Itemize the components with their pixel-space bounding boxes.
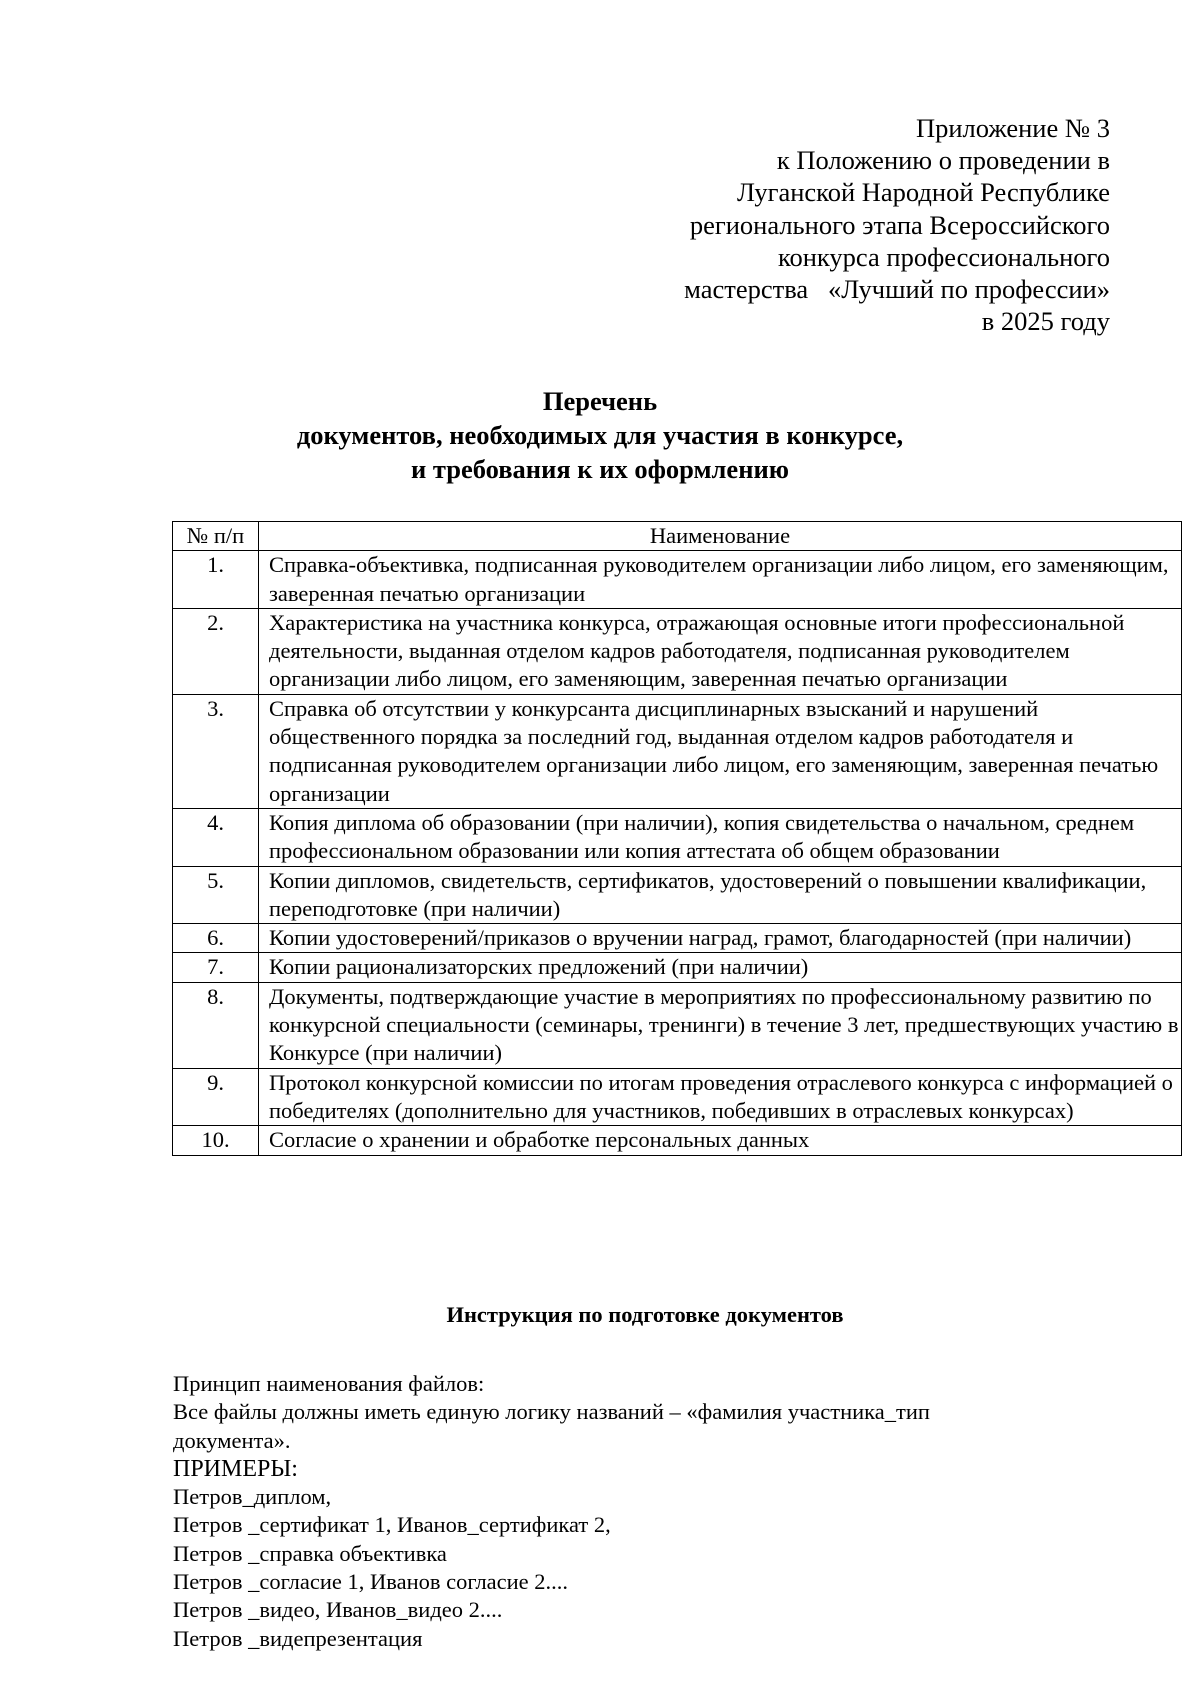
row-text: Копия диплома об образовании (при наличии), копия свидетельства о начальном, среднем профессиональном образовании или копия аттестата об общем образовании: [259, 808, 1182, 866]
row-text: Согласие о хранении и обработке персональных данных: [259, 1126, 1182, 1155]
row-number: 8.: [173, 982, 259, 1068]
row-text: Копии дипломов, свидетельств, сертификатов, удостоверений о повышении квалификации, переподготовке (при наличии): [259, 866, 1182, 924]
header-number: № п/п: [173, 522, 259, 551]
examples-label: ПРИМЕРЫ:: [173, 1455, 298, 1482]
example-item: Петров _сертификат 1, Иванов_сертификат 2,: [173, 1512, 611, 1538]
row-number: 1.: [173, 551, 259, 609]
annex-line: в 2025 году: [981, 306, 1110, 337]
annex-line: Приложение № 3: [915, 113, 1110, 143]
row-number: 5.: [173, 866, 259, 924]
annex-line: регионального этапа Всероссийского: [689, 209, 1110, 240]
table-header-row: [173, 522, 1182, 551]
row-text: Протокол конкурсной комиссии по итогам проведения отраслевого конкурса с информацией о победителях (дополнительно для участников, победивших в отраслевых конкурсах): [259, 1068, 1182, 1126]
table-row: [173, 694, 1182, 808]
example-item: Петров _видепрезентация: [173, 1625, 423, 1651]
row-number: 7.: [173, 953, 259, 982]
row-number: 10.: [173, 1126, 259, 1155]
row-text: Документы, подтверждающие участие в мероприятиях по профессиональному развитию по конкурсной специальности (семинары, тренинги) в течение 3 лет, предшествующих участию в Конкурсе (при наличии): [259, 982, 1182, 1068]
table-row: [173, 924, 1182, 953]
naming-rule: Все файлы должны иметь единую логику названий – «фамилия участника_тип документа».: [173, 1399, 936, 1453]
annex-line: к Положению о проведении в: [776, 145, 1110, 176]
annex-line: конкурса профессионального: [777, 241, 1110, 272]
header-name: Наименование: [259, 522, 1182, 551]
table-row: [173, 1126, 1182, 1155]
title-line-3: и требования к их оформлению: [411, 454, 789, 484]
row-text: Характеристика на участника конкурса, отражающая основные итоги профессиональной деятельности, выданная отделом кадров работодателя, подписанная руководителем организации либо лицом, его заменяющим, заверенная печатью организации: [259, 608, 1182, 694]
example-item: Петров _видео, Иванов_видео 2....: [173, 1597, 503, 1623]
row-number: 3.: [173, 694, 259, 808]
document-title: [0, 384, 1200, 486]
title-line-1: Перечень: [542, 386, 658, 416]
table-row: [173, 808, 1182, 866]
table-row: [173, 1068, 1182, 1126]
documents-table: [172, 521, 1182, 1156]
table-row: [173, 866, 1182, 924]
example-item: Петров_диплом,: [173, 1484, 332, 1510]
table-row: [173, 608, 1182, 694]
annex-line: Луганской Народной Республике: [737, 177, 1110, 208]
instructions-title: Инструкция по подготовке документов: [446, 1302, 844, 1327]
row-number: 6.: [173, 924, 259, 953]
naming-principle: Принцип наименования файлов:: [173, 1371, 485, 1396]
row-number: 9.: [173, 1068, 259, 1126]
annex-header: [550, 112, 1110, 337]
row-text: Справка об отсутствии у конкурсанта дисциплинарных взысканий и нарушений общественного порядка за последний год, выданная отделом кадров работодателя и подписанная руководителем организации либо лицом, его заменяющим, заверенная печатью организации: [259, 694, 1182, 808]
table-row: [173, 953, 1182, 982]
row-text: Справка-объективка, подписанная руководителем организации либо лицом, его заменяющим, заверенная печатью организации: [259, 551, 1182, 609]
example-item: Петров _справка объективка: [173, 1540, 447, 1566]
example-item: Петров _согласие 1, Иванов согласие 2....: [173, 1569, 569, 1595]
title-line-2: документов, необходимых для участия в конкурсе,: [296, 420, 904, 450]
row-number: 2.: [173, 608, 259, 694]
row-number: 4.: [173, 808, 259, 866]
table-row: [173, 551, 1182, 609]
table-row: [173, 982, 1182, 1068]
row-text: Копии рационализаторских предложений (при наличии): [259, 953, 1182, 982]
instructions-body: [173, 1370, 1013, 1653]
row-text: Копии удостоверений/приказов о вручении наград, грамот, благодарностей (при наличии): [259, 924, 1182, 953]
annex-line: мастерства «Лучший по профессии»: [684, 274, 1110, 305]
